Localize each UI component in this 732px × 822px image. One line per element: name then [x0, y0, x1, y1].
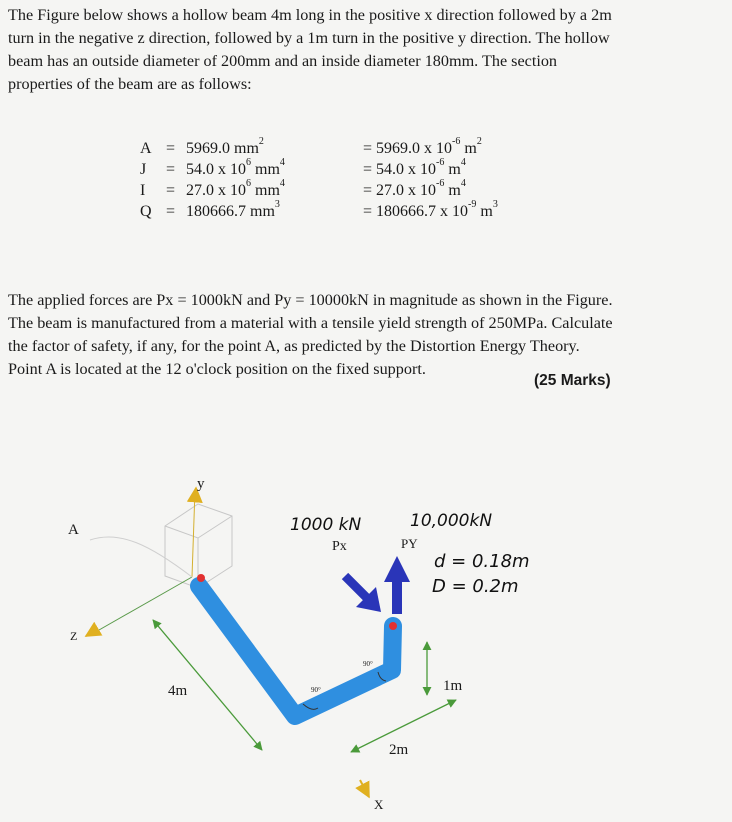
task-line: the factor of safety, if any, for the point A, as predicted by the Distortion Energy Theory.: [8, 337, 580, 355]
beam-figure: [0, 470, 732, 822]
intro-line: The Figure below shows a hollow beam 4m long in the positive x direction followed by a 2m: [8, 6, 612, 24]
property-value-m: = 180666.7 x $10^{-9}$ $m^3$: [363, 198, 498, 220]
task-line: The applied forces are Px = 1000kN and Py = 10000kN in magnitude as shown in the Figure.: [8, 291, 613, 309]
task-paragraph: [8, 289, 708, 381]
intro-line: properties of the beam are as follows:: [8, 75, 252, 93]
property-value-mm: 180666.7 $mm^3$: [186, 198, 280, 220]
point-a-label: A: [68, 522, 79, 538]
property-symbol: Q: [140, 203, 152, 220]
y-axis-arrow: [195, 488, 196, 500]
handwritten-outer-diameter: D = 0.2m: [432, 576, 519, 597]
force-px-arrow: [345, 576, 381, 612]
task-line: Point A is located at the 12 o'clock position on the fixed support.: [8, 360, 426, 378]
equals-sign: =: [166, 203, 176, 220]
intro-line: beam has an outside diameter of 200mm and an inside diameter 180mm. The section: [8, 52, 558, 70]
dim-2m-label: 2m: [389, 742, 409, 758]
task-line: The beam is manufactured from a material with a tensile yield strength of 250MPa. Calculate: [8, 314, 613, 332]
marks-label: (25 Marks): [534, 372, 611, 389]
angle-label: 90°: [363, 660, 373, 668]
property-value-m: = 54.0 x $10^{-6}$ $m^4$: [363, 156, 466, 178]
handwritten-px-value: 1000 kN: [290, 515, 362, 535]
section-properties: [0, 135, 732, 238]
y-axis-line: [192, 490, 195, 577]
property-value-m: = 27.0 x $10^{-6}$ $m^4$: [363, 177, 466, 199]
z-axis-line: [92, 577, 192, 634]
intro-line: turn in the negative z direction, followed by a 1m turn in the positive y direction. The hollow: [8, 29, 610, 47]
px-label: Px: [332, 539, 347, 554]
property-value-mm: 5969.0 $mm^2$: [186, 135, 264, 157]
property-symbol: I: [140, 182, 146, 199]
point-a-marker: [197, 574, 205, 582]
x-axis-label: X: [374, 797, 384, 812]
dim-4m-label: 4m: [168, 683, 188, 699]
x-axis-arrow: [360, 780, 369, 797]
point-a-leader: [90, 537, 192, 577]
handwritten-py-value: 10,000kN: [410, 511, 493, 531]
property-symbol: J: [140, 161, 147, 178]
property-value-mm: 54.0 x $10^6$ $mm^4$: [186, 156, 285, 178]
property-value-m: = 5969.0 x $10^{-6}$ $m^2$: [363, 135, 482, 157]
dim-1m-label: 1m: [443, 678, 463, 694]
intro-paragraph: [8, 4, 708, 96]
equals-sign: =: [166, 161, 176, 178]
property-symbol: A: [140, 140, 152, 157]
y-axis-label: y: [197, 476, 205, 492]
force-py-arrow: [384, 556, 410, 614]
load-point-marker: [389, 622, 397, 630]
equals-sign: =: [166, 140, 176, 157]
handwritten-inner-diameter: d = 0.18m: [434, 551, 530, 572]
property-value-mm: 27.0 x $10^6$ $mm^4$: [186, 177, 285, 199]
equals-sign: =: [166, 182, 176, 199]
py-label: PY: [401, 536, 418, 551]
z-axis-label: Z: [70, 629, 78, 643]
angle-label: 90°: [311, 686, 321, 694]
